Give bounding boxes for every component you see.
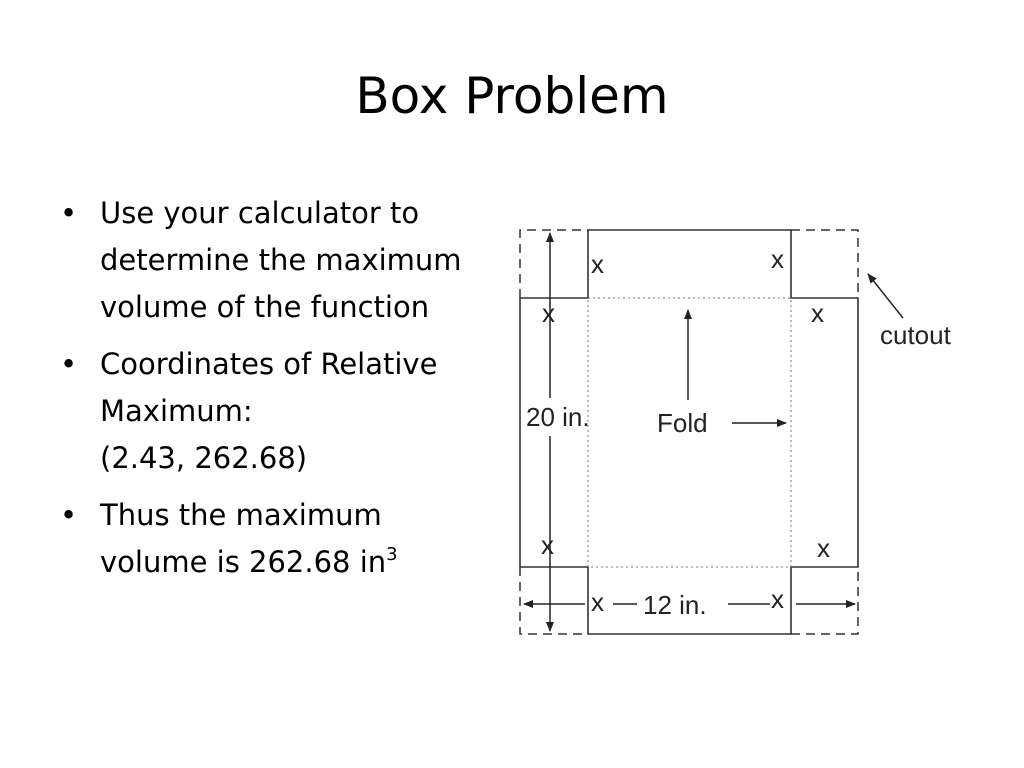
bullet-text: Thus the maximum volume is 262.68 in bbox=[100, 498, 387, 579]
bullet-dot: • bbox=[60, 498, 78, 532]
x-label-top-right-tab: x bbox=[771, 244, 784, 274]
bullet-text: Coordinates of Relative Maximum: bbox=[100, 347, 438, 428]
superscript-3: 3 bbox=[386, 544, 398, 565]
width-label: 12 in. bbox=[643, 590, 707, 620]
coordinates-value: (2.43, 262.68) bbox=[100, 441, 308, 475]
x-label-bottom-right-tab: x bbox=[771, 584, 784, 614]
cutout-label: cutout bbox=[880, 320, 951, 350]
x-label-left-bottom: x bbox=[541, 530, 554, 560]
slide-title: Box Problem bbox=[355, 67, 669, 125]
fold-label: Fold bbox=[657, 408, 708, 438]
height-label: 20 in. bbox=[526, 402, 590, 432]
cutout-arrow bbox=[868, 274, 903, 318]
x-label-top-left-tab: x bbox=[591, 249, 604, 279]
bullet-text: Use your calculator to determine the maximum volume of the function bbox=[100, 196, 462, 324]
x-label-right-top: x bbox=[811, 298, 824, 328]
x-label-right-bottom: x bbox=[817, 533, 830, 563]
x-label-left-top: x bbox=[542, 298, 555, 328]
x-label-bottom-left-tab: x bbox=[591, 587, 604, 617]
bullet-dot: • bbox=[60, 347, 78, 381]
bullet-dot: • bbox=[60, 196, 78, 230]
